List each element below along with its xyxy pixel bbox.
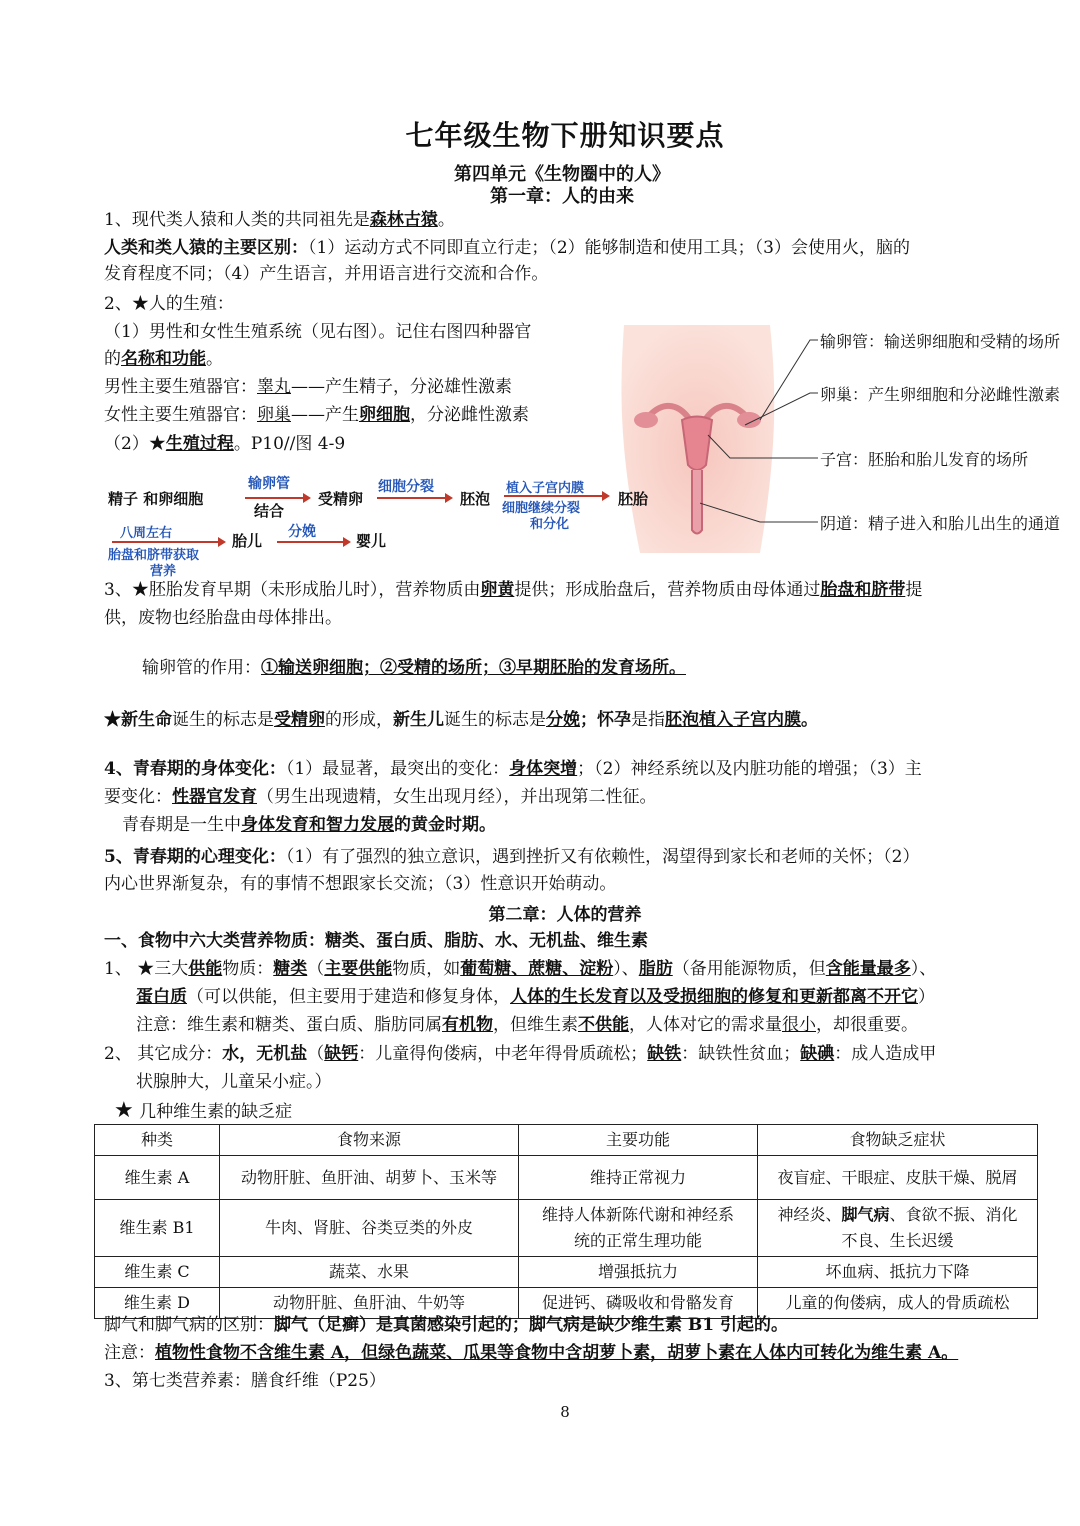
paragraph-male-organ: 男性主要生殖器官：睾丸——产生精子，分泌雄性激素 — [104, 377, 512, 397]
table-row — [95, 1200, 1038, 1257]
table-cell: 增强抵抗力 — [519, 1257, 758, 1288]
organ-label-uterus: 子宫：胚胎和胎儿发育的场所 — [820, 450, 1029, 469]
flow-embryo: 胚胎 — [618, 490, 649, 508]
paragraph-energy-nutrients-3: 注意：维生素和糖类、蛋白质、脂肪同属有机物，但维生素不供能，人体对它的需求量很小，却很重要。 — [136, 1015, 918, 1035]
flow-arrow3-bottom-2: 和分化 — [530, 517, 570, 532]
flow-arrow-2 — [375, 493, 455, 503]
paragraph-energy-nutrients-1: 1、 ★三大供能物质：糖类（主要供能物质，如葡萄糖、蔗糖、淀粉）、脂肪（备用能源物质，但含能量最多）、 — [104, 959, 937, 979]
table-cell: 夜盲症、干眼症、皮肤干燥、脱屑 — [758, 1156, 1038, 1200]
table-cell: 神经炎、脚气病、食欲不振、消化 不良、生长迟缓 — [758, 1200, 1038, 1257]
table-cell: 维生素 A — [95, 1156, 220, 1200]
flow-arrow5-top: 分娩 — [288, 524, 316, 540]
paragraph-embryo-nutrition-2: 供，废物也经胎盘由母体排出。 — [104, 608, 342, 628]
table-header: 种类 — [95, 1125, 220, 1156]
flow-blastocyst: 胚泡 — [460, 490, 491, 508]
paragraph-reproduction: 2、★人的生殖： — [104, 294, 234, 314]
paragraph-puberty-golden: 青春期是一生中身体发育和智力发展的黄金时期。 — [122, 815, 496, 835]
paragraph-embryo-nutrition-1: 3、★胚胎发育早期（未形成胎儿时），营养物质由卵黄提供；形成胎盘后，营养物质由母体通过胎盘和脐带提 — [104, 580, 923, 600]
table-cell: 维生素 C — [95, 1257, 220, 1288]
flow-fetus: 胎儿 — [232, 532, 263, 550]
table-cell: 牛肉、肾脏、谷类豆类的外皮 — [220, 1200, 519, 1257]
flow-arrow-5 — [275, 537, 355, 547]
flow-arrow1-top: 输卵管 — [248, 476, 290, 492]
paragraph-reproduction-1a: （1）男性和女性生殖系统（见右图）。记住右图四种器官 — [104, 322, 532, 342]
table-cell: 维持正常视力 — [519, 1156, 758, 1200]
table-row — [95, 1156, 1038, 1200]
table-cell: 儿童的佝偻病，成人的骨质疏松 — [758, 1288, 1038, 1319]
table-header: 主要功能 — [519, 1125, 758, 1156]
page-title: 七年级生物下册知识要点 — [405, 119, 725, 152]
paragraph-other-nutrients-1: 2、 其它成分：水，无机盐（缺钙：儿童得佝偻病，中老年得骨质疏松；缺铁：缺铁性贫血；缺碘：成人造成甲 — [104, 1044, 937, 1064]
flow-arrow3-top: 植入子宫内膜 — [506, 481, 585, 496]
paragraph-other-nutrients-2: 状腺肿大，儿童呆小症。） — [136, 1072, 332, 1092]
chapter-heading: 第一章：人的由来 — [490, 186, 634, 207]
paragraph-puberty-body-1: 4、青春期的身体变化：（1）最显著，最突出的变化：身体突增；（2）神经系统以及内脏功能的增强；（3）主 — [104, 759, 922, 779]
flow-fertilized-egg: 受精卵 — [318, 490, 364, 508]
paragraph-note-carotene: 注意：植物性食物不含维生素 A，但绿色蔬菜、瓜果等食物中含胡萝卜素，胡萝卜素在人体内可转化为维生素 A。 — [104, 1343, 959, 1363]
vitamin-table-title: ★ 几种维生素的缺乏症 — [114, 1098, 293, 1123]
paragraph-new-life: ★新生命诞生的标志是受精卵的形成，新生儿诞生的标志是分娩；怀孕是指胚泡植入子宫内膜。 — [104, 710, 818, 730]
table-cell: 坏血病、抵抗力下降 — [758, 1257, 1038, 1288]
flow-arrow2-top: 细胞分裂 — [378, 479, 434, 495]
leader-lines — [700, 330, 820, 530]
paragraph-difference-2: 发育程度不同；（4）产生语言，并用语言进行交流和合作。 — [104, 264, 549, 284]
flow-arrow4-bottom-2: 营养 — [150, 564, 177, 579]
paragraph-six-nutrients: 一、食物中六大类营养物质：糖类、蛋白质、脂肪、水、无机盐、维生素 — [104, 931, 648, 951]
paragraph-beriberi: 脚气和脚气病的区别：脚气（足癣）是真菌感染引起的；脚气病是缺少维生素 B1 引起的。 — [104, 1315, 789, 1335]
flow-sperm-egg: 精子 和卵细胞 — [108, 490, 204, 508]
organ-label-vagina: 阴道：精子进入和胎儿出生的通道 — [820, 514, 1061, 533]
paragraph-reproduction-process: （2）★生殖过程。P10//图 4-9 — [104, 434, 346, 454]
table-cell: 维生素 D — [95, 1288, 220, 1319]
flow-arrow3-bottom-1: 细胞继续分裂 — [502, 501, 581, 516]
flow-arrow4-bottom-1: 胎盘和脐带获取 — [108, 548, 200, 563]
vitamin-table — [94, 1124, 1038, 1319]
table-cell: 动物肝脏、鱼肝油、胡萝卜、玉米等 — [220, 1156, 519, 1200]
flow-arrow4-top: 八周左右 — [120, 526, 173, 541]
table-cell: 维持人体新陈代谢和神经系 统的正常生理功能 — [519, 1200, 758, 1257]
flow-arrow1-bottom: 结合 — [254, 502, 285, 520]
table-header-row — [95, 1125, 1038, 1156]
paragraph-fiber: 3、第七类营养素：膳食纤维（P25） — [104, 1371, 386, 1391]
table-row — [95, 1257, 1038, 1288]
paragraph-puberty-mind-2: 内心世界渐复杂，有的事情不想跟家长交流；（3）性意识开始萌动。 — [104, 874, 617, 894]
paragraph-tube-function: 输卵管的作用：①输送卵细胞；②受精的场所；③早期胚胎的发育场所。 — [142, 658, 686, 678]
organ-label-ovary: 卵巢：产生卵细胞和分泌雌性激素 — [820, 385, 1061, 404]
table-cell: 蔬菜、水果 — [220, 1257, 519, 1288]
table-cell: 动物肝脏、鱼肝油、牛奶等 — [220, 1288, 519, 1319]
paragraph-puberty-body-2: 要变化：性器官发育（男生出现遗精，女生出现月经），并出现第二性征。 — [104, 787, 657, 807]
star-icon: ★ — [114, 1098, 134, 1123]
paragraph-female-organ: 女性主要生殖器官：卵巢——产生卵细胞，分泌雌性激素 — [104, 405, 529, 425]
table-header: 食物缺乏症状 — [758, 1125, 1038, 1156]
paragraph-difference-1: 人类和类人猿的主要区别：（1）运动方式不同即直立行走；（2）能够制造和使用工具；（3）会使用火，脑的 — [104, 238, 910, 258]
unit-heading: 第四单元《生物圈中的人》 — [454, 164, 670, 185]
organ-label-fallopian-tube: 输卵管：输送卵细胞和受精的场所 — [820, 332, 1061, 351]
paragraph-puberty-mind-1: 5、青春期的心理变化：（1）有了强烈的独立意识，遇到挫折又有依赖性，渴望得到家长和老师的关怀；（2） — [104, 847, 920, 867]
paragraph-ancestor: 1、现代类人猿和人类的共同祖先是森林古猿。 — [104, 210, 455, 230]
paragraph-energy-nutrients-2: 蛋白质（可以供能，但主要用于建造和修复身体，人体的生长发育以及受损细胞的修复和更新都离不开它） — [136, 987, 935, 1007]
paragraph-reproduction-1b: 的名称和功能。 — [104, 349, 223, 369]
table-cell: 促进钙、磷吸收和骨骼发育 — [519, 1288, 758, 1319]
page-number: 8 — [560, 1403, 570, 1421]
chapter2-heading: 第二章：人体的营养 — [488, 905, 642, 925]
table-header: 食物来源 — [220, 1125, 519, 1156]
table-cell: 维生素 B1 — [95, 1200, 220, 1257]
flow-baby: 婴儿 — [356, 532, 387, 550]
